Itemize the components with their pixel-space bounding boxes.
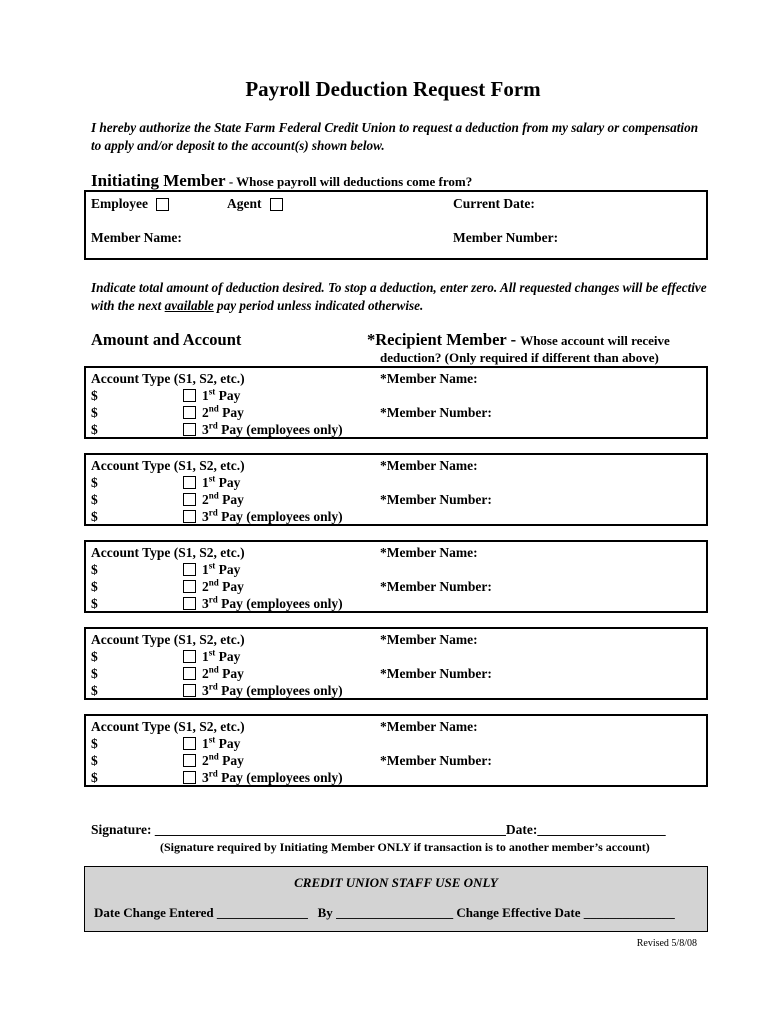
agent-checkbox[interactable] [270,198,283,211]
second-pay-checkbox[interactable] [183,667,196,680]
deduction-block [84,627,708,700]
third-pay-checkbox[interactable] [183,771,196,784]
date-label: Date: [505,822,538,837]
recipient-member-name-label: *Member Name: [380,719,478,734]
amount-account-heading: Amount and Account [91,330,242,349]
deduction-block [84,714,708,787]
initiating-member-title: Initiating Member [91,171,226,190]
recipient-member-name-label: *Member Name: [380,545,478,560]
third-pay-checkbox[interactable] [183,423,196,436]
first-pay-checkbox[interactable] [183,563,196,576]
second-pay-checkbox[interactable] [183,754,196,767]
revision-date: Revised 5/8/08 [636,938,697,949]
recipient-member-number-label: *Member Number: [380,579,492,594]
signature-line[interactable]: ____________________________________________________ [154,822,506,837]
first-pay-checkbox[interactable] [183,650,196,663]
third-pay-checkbox[interactable] [183,684,196,697]
dollar-sign: $ [91,649,98,664]
staff-use-title: CREDIT UNION STAFF USE ONLY [294,875,498,890]
dollar-sign: $ [91,736,98,751]
dollar-sign: $ [91,770,98,785]
date-change-line[interactable]: ______________ [216,905,308,920]
third-pay-label: 3rd Pay (employees only) [202,681,343,698]
account-type-label: Account Type (S1, S2, etc.) [91,371,245,386]
authorization-text: I hereby authorize the State Farm Federal Credit Union to request a deduction from my salary or compensation to apply and/or deposit to the account(s) shown below. [91,120,699,153]
employee-checkbox[interactable] [156,198,169,211]
account-type-label: Account Type (S1, S2, etc.) [91,458,245,473]
dollar-sign: $ [91,475,98,490]
recipient-member-name-label: *Member Name: [380,632,478,647]
dollar-sign: $ [91,422,98,437]
account-type-label: Account Type (S1, S2, etc.) [91,632,245,647]
third-pay-label: 3rd Pay (employees only) [202,594,343,611]
first-pay-label: 1st Pay [202,647,241,664]
recipient-member-heading [367,330,670,350]
second-pay-checkbox[interactable] [183,493,196,506]
second-pay-label: 2nd Pay [202,577,244,594]
first-pay-label: 1st Pay [202,386,241,403]
member-name-label: Member Name: [91,230,182,245]
dollar-sign: $ [91,509,98,524]
dollar-sign: $ [91,683,98,698]
date-line[interactable]: ___________________ [537,822,666,837]
account-type-label: Account Type (S1, S2, etc.) [91,719,245,734]
third-pay-label: 3rd Pay (employees only) [202,507,343,524]
second-pay-label: 2nd Pay [202,751,244,768]
recipient-member-name-label: *Member Name: [380,458,478,473]
deduction-instructions [91,279,711,315]
dollar-sign: $ [91,405,98,420]
recipient-member-number-label: *Member Number: [380,753,492,768]
second-pay-checkbox[interactable] [183,580,196,593]
first-pay-checkbox[interactable] [183,737,196,750]
second-pay-label: 2nd Pay [202,664,244,681]
recipient-member-number-label: *Member Number: [380,405,492,420]
dollar-sign: $ [91,753,98,768]
by-label: By [317,905,337,920]
dollar-sign: $ [91,596,98,611]
dollar-sign: $ [91,666,98,681]
deduction-block [84,366,708,439]
staff-use-box [84,866,708,932]
recipient-member-number-label: *Member Number: [380,666,492,681]
employee-label: Employee [91,196,148,211]
recipient-member-number-label: *Member Number: [380,492,492,507]
recipient-subtitle-2: deduction? (Only required if different than above) [380,350,659,365]
instructions-emphasis: available [164,298,214,313]
change-effective-label: Change Effective Date [456,905,584,920]
instructions-part-1: Indicate total amount of deduction desired. To stop a deduction, enter zero. All requested changes will be effective with the next [91,280,707,313]
dollar-sign: $ [91,579,98,594]
agent-label: Agent [227,196,262,211]
initiating-member-heading [91,171,472,191]
deduction-block [84,453,708,526]
deduction-block [84,540,708,613]
second-pay-label: 2nd Pay [202,403,244,420]
signature-label: Signature: [91,822,155,837]
signature-row [91,822,666,838]
by-line[interactable]: __________________ [336,905,454,920]
member-number-label: Member Number: [453,230,559,245]
first-pay-label: 1st Pay [202,473,241,490]
staff-use-row [94,905,675,921]
recipient-subtitle: Whose account will receive [520,333,670,348]
third-pay-label: 3rd Pay (employees only) [202,768,343,785]
third-pay-checkbox[interactable] [183,510,196,523]
dollar-sign: $ [91,562,98,577]
instructions-part-2: pay period unless indicated otherwise. [213,298,424,313]
date-change-label: Date Change Entered [94,905,217,920]
initiating-member-subtitle: - Whose payroll will deductions come from? [225,174,473,189]
first-pay-checkbox[interactable] [183,476,196,489]
second-pay-checkbox[interactable] [183,406,196,419]
initiating-member-box [84,190,708,260]
third-pay-label: 3rd Pay (employees only) [202,420,343,437]
dollar-sign: $ [91,388,98,403]
recipient-member-name-label: *Member Name: [380,371,478,386]
first-pay-label: 1st Pay [202,734,241,751]
page-title: Payroll Deduction Request Form [245,77,541,101]
recipient-title: *Recipient Member - [367,330,521,349]
first-pay-label: 1st Pay [202,560,241,577]
signature-note: (Signature required by Initiating Member ONLY if transaction is to another member’s account) [160,840,650,854]
change-effective-line[interactable]: ______________ [583,905,675,920]
second-pay-label: 2nd Pay [202,490,244,507]
account-type-label: Account Type (S1, S2, etc.) [91,545,245,560]
dollar-sign: $ [91,492,98,507]
current-date-label: Current Date: [453,196,535,211]
third-pay-checkbox[interactable] [183,597,196,610]
first-pay-checkbox[interactable] [183,389,196,402]
